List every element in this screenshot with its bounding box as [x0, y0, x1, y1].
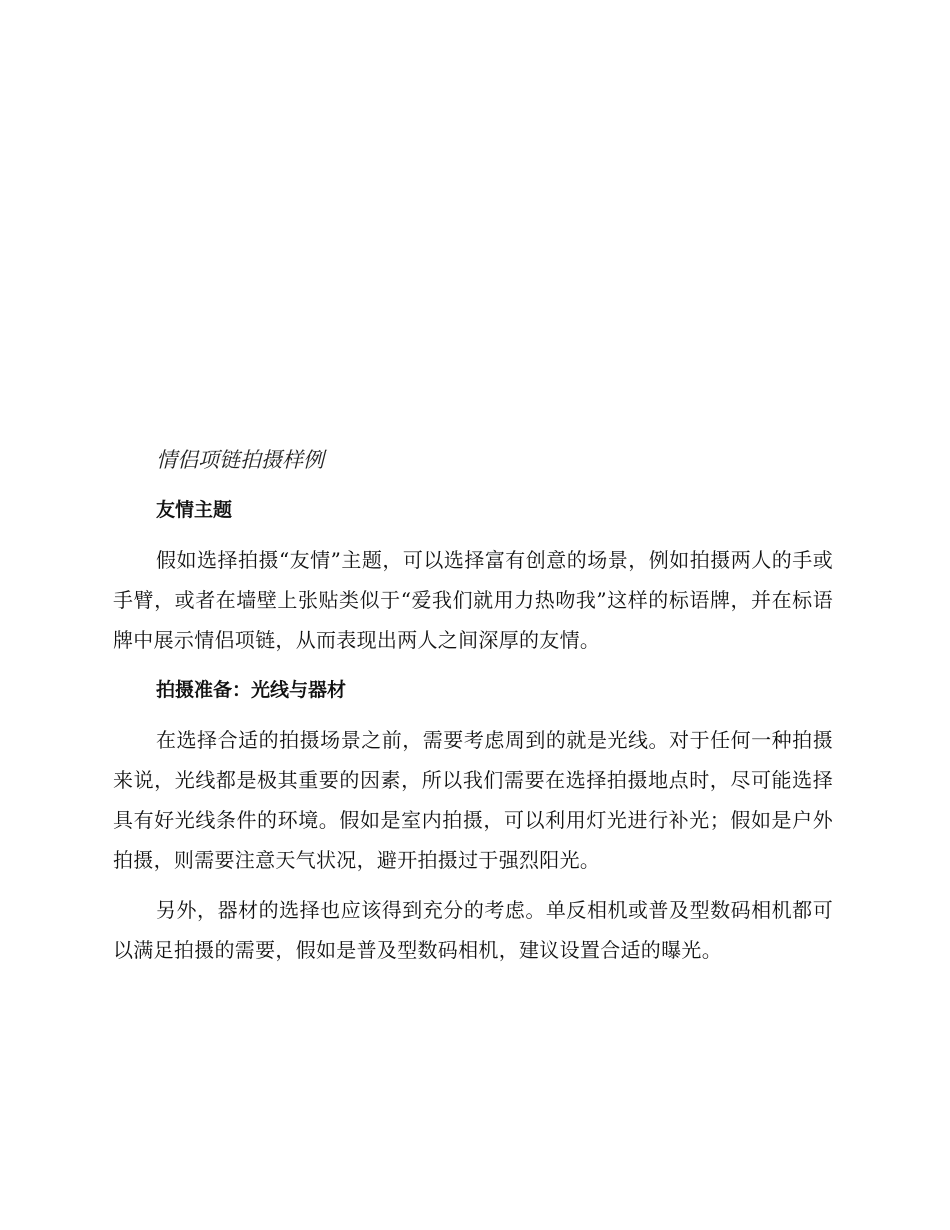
paragraph-equipment: 另外，器材的选择也应该得到充分的考虑。单反相机或普及型数码相机都可以满足拍摄的需要，假如是普及型数码相机，建议设置合适的曝光。 — [113, 898, 833, 962]
image-caption: 情侣项链拍摄样例 — [156, 448, 324, 472]
paragraph-friendship: 假如选择拍摄“友情”主题，可以选择富有创意的场景，例如拍摄两人的手或手臂，或者在墙壁上张贴类似于“爱我们就用力热吻我”这样的标语牌，并在标语牌中展示情侣项链，从而表现出两人之间深厚的友情。 — [113, 548, 833, 652]
paragraph-lighting: 在选择合适的拍摄场景之前，需要考虑周到的就是光线。对于任何一种拍摄来说，光线都是极其重要的因素，所以我们需要在选择拍摄地点时，尽可能选择具有好光线条件的环境。假如是室内拍摄，可以利用灯光进行补光；假如是户外拍摄，则需要注意天气状况，避开拍摄过于强烈阳光。 — [113, 728, 833, 872]
section-heading-preparation: 拍摄准备：光线与器材 — [156, 679, 347, 701]
section-heading-friendship: 友情主题 — [156, 499, 233, 521]
document-body — [113, 440, 833, 980]
